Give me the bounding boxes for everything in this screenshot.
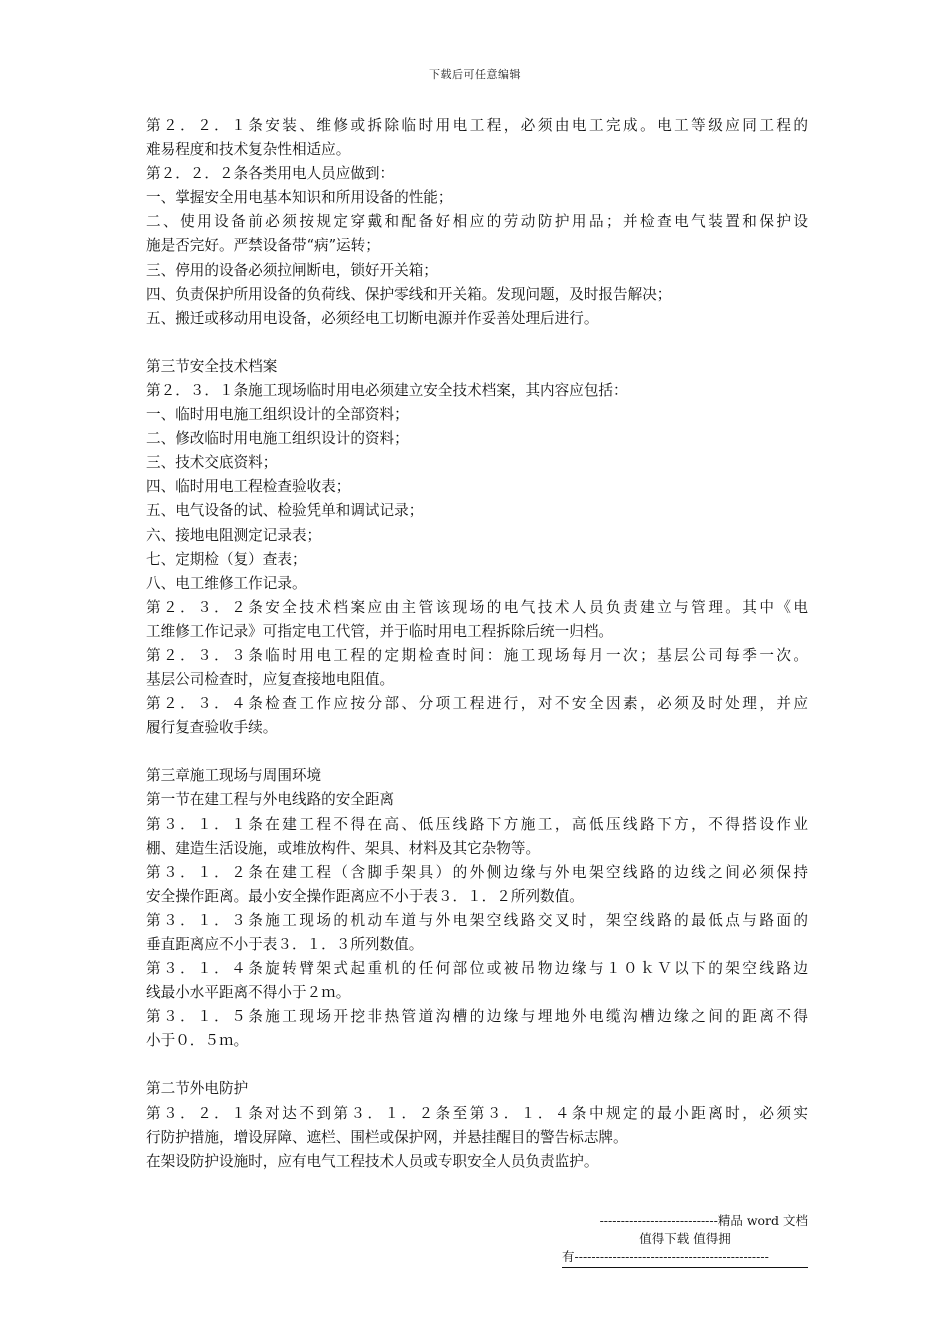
text-line: 四、临时用电工程检查验收表； [146,478,351,496]
paragraph [146,210,808,258]
paragraph [146,1102,808,1150]
footer-line-3: 有---------------------------------------------- [562,1249,769,1264]
text-line: 五、电气设备的试、检验凭单和调试记录； [146,502,424,520]
text-line: 第三章施工现场与周围环境 [146,767,322,785]
text-line: 第３．１．１条在建工程不得在高、低压线路下方施工，高低压线路下方，不得搭设作业 [146,815,808,833]
paragraph [146,475,808,499]
paragraph [146,572,808,596]
paragraph [146,957,808,1005]
paragraph [146,499,808,523]
paragraph [146,1150,808,1174]
text-line: 第３．１．２条在建工程（含脚手架具）的外侧边缘与外电架空线路的边线之间必须保持 [146,863,808,881]
text-line: 第三节安全技术档案 [146,357,278,375]
text-line: 小于０．５ｍ。 [146,1032,249,1050]
text-line: 垂直距离应不小于表３．１．３所列数值。 [146,936,424,953]
paragraph [146,259,808,283]
paragraph [146,1077,808,1101]
text-line: 第２．２．１条安装、维修或拆除临时用电工程，必须由电工完成。电工等级应同工程的 [146,117,808,134]
footer-line-2: 值得下载 值得拥 [639,1231,731,1246]
text-line: 二、使用设备前必须按规定穿戴和配备好相应的劳动防护用品；并检查电气装置和保护设 [146,213,808,231]
paragraph [146,548,808,572]
paragraph [146,788,808,812]
paragraph [146,596,808,644]
paragraph [146,114,808,162]
text-line: 四、负责保护所用设备的负荷线、保护零线和开关箱。发现问题，及时报告解决； [146,285,672,303]
paragraph [146,427,808,451]
text-line: 二、修改临时用电施工组织设计的资料； [146,430,409,448]
text-line: 第２．３．３条临时用电工程的定期检查时间：施工现场每月一次；基层公司每季一次。 [146,646,808,664]
text-line: 在架设防护设施时，应有电气工程技术人员或专职安全人员负责监护。 [146,1152,599,1170]
text-line: 第３．２．１条对达不到第３．１．２条至第３．１．４条中规定的最小距离时，必须实 [146,1104,808,1122]
footer-line-1: ----------------------------精品 word 文档 [599,1213,808,1228]
paragraph-gap [146,331,808,355]
paragraph [146,1005,808,1053]
text-line: 行防护措施，增设屏障、遮栏、围栏或保护网，并悬挂醒目的警告标志牌。 [146,1128,628,1146]
text-line: 第２．３．１条施工现场临时用电必须建立安全技术档案，其内容应包括： [146,381,628,399]
text-line: 第３．１．５条施工现场开挖非热管道沟槽的边缘与埋地外电缆沟槽边缘之间的距离不得 [146,1008,808,1026]
paragraph [146,283,808,307]
paragraph [146,861,808,909]
text-line: 第３．１．３条施工现场的机动车道与外电架空线路交叉时，架空线路的最低点与路面的 [146,911,808,929]
paragraph [146,307,808,331]
paragraph [146,162,808,186]
paragraph [146,379,808,403]
text-line: 线最小水平距离不得小于２ｍ。 [146,984,351,1002]
text-line: 难易程度和技术复杂性相适应。 [146,141,351,159]
text-line: 八、电工维修工作记录。 [146,574,307,592]
text-line: 一、掌握安全用电基本知识和所用设备的性能； [146,189,453,207]
footer-rule [562,1267,808,1268]
text-line: 第二节外电防护 [146,1080,249,1098]
paragraph [146,764,808,788]
text-line: 第２．３．２条安全技术档案应由主管该现场的电气技术人员负责建立与管理。其中《电 [146,598,808,616]
paragraph [146,524,808,548]
paragraph [146,451,808,475]
paragraph [146,909,808,957]
document-body [146,114,808,1174]
text-line: 六、接地电阻测定记录表； [146,526,322,544]
text-line: 第一节在建工程与外电线路的安全距离 [146,791,395,809]
text-line: 第２．３．４条检查工作应按分部、分项工程进行，对不安全因素，必须及时处理，并应 [146,695,808,713]
paragraph [146,355,808,379]
text-line: 三、停用的设备必须拉闸断电，锁好开关箱； [146,261,438,279]
text-line: 工维修工作记录》可指定电工代管，并于临时用电工程拆除后统一归档。 [146,622,614,640]
page-header: 下载后可任意编辑 [429,68,521,81]
paragraph [146,692,808,740]
paragraph-gap [146,740,808,764]
text-line: 安全操作距离。最小安全操作距离应不小于表３．１．２所列数值。 [146,887,584,905]
paragraph [146,813,808,861]
text-line: 第３．１．４条旋转臂架式起重机的任何部位或被吊物边缘与１０ｋＶ以下的架空线路边 [146,960,808,978]
text-line: 基层公司检查时，应复查接地电阻值。 [146,671,395,689]
text-line: 三、技术交底资料； [146,454,278,472]
paragraph [146,186,808,210]
text-line: 履行复查验收手续。 [146,719,278,737]
text-line: 五、搬迁或移动用电设备，必须经电工切断电源并作妥善处理后进行。 [146,309,599,327]
text-line: 一、临时用电施工组织设计的全部资料； [146,406,409,424]
paragraph [146,403,808,427]
text-line: 第２．２．２条各类用电人员应做到： [146,165,395,183]
paragraph [146,644,808,692]
paragraph-gap [146,1053,808,1077]
text-line: 施是否完好。严禁设备带“病”运转； [146,237,380,255]
text-line: 七、定期检（复）查表； [146,550,307,568]
footer-watermark [562,1212,808,1268]
text-line: 棚、建造生活设施，或堆放构件、架具、材料及其它杂物等。 [146,839,541,857]
